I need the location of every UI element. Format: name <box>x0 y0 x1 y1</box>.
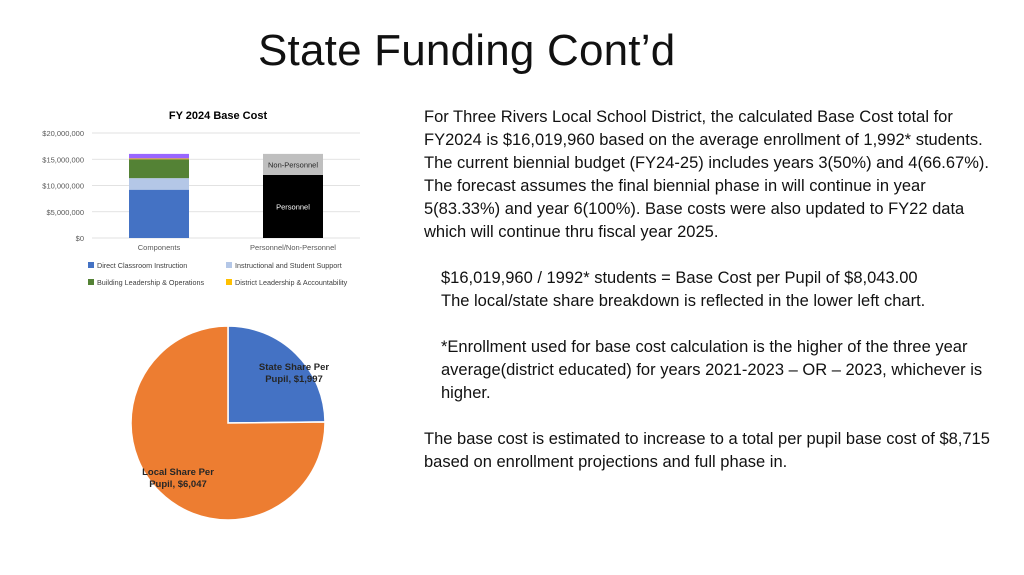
legend-swatch <box>226 262 232 268</box>
y-tick-label: $10,000,000 <box>42 181 84 191</box>
bar-segment-label: Non-Personnel <box>267 160 319 170</box>
enrollment-note: *Enrollment used for base cost calculation is the higher of the three year average(district educated) for years 2021-2023 – OR – 2023, whichever is higher. <box>441 338 983 402</box>
bar-segment <box>129 178 189 190</box>
x-category-label: Components <box>137 243 181 252</box>
bar-segment <box>129 190 189 238</box>
formula-line: $16,019,960 / 1992* students = Base Cost per Pupil of $8,043.00 <box>441 269 918 287</box>
legend-swatch <box>88 262 94 268</box>
legend-label: Building Leadership & Operations <box>97 278 205 287</box>
pie-label-line1: Local Share Per <box>142 467 214 478</box>
bar-segment <box>129 158 189 159</box>
y-tick-label: $20,000,000 <box>42 129 84 138</box>
legend-label: Direct Classroom Instruction <box>97 261 188 270</box>
slide-body <box>424 106 1004 474</box>
slide-title: State Funding Cont’d <box>258 26 676 75</box>
y-tick-label: $5,000,000 <box>46 207 84 217</box>
base-cost-bar-chart <box>28 100 368 300</box>
y-tick-label: $15,000,000 <box>42 155 84 165</box>
pie-label-line1: State Share Per <box>258 362 330 373</box>
legend-label: Instructional and Student Support <box>235 261 342 270</box>
pie-label-line2: Pupil, $6,047 <box>149 479 207 490</box>
legend-swatch <box>226 279 232 285</box>
bar-segment-label: Personnel <box>276 202 310 212</box>
projection-paragraph: The base cost is estimated to increase to a total per pupil base cost of $8,715 based on enrollment projections and full phase in. <box>424 430 990 471</box>
base-cost-paragraph: For Three Rivers Local School District, the calculated Base Cost total for FY2024 is $16,019,960 based on the average enrollment of 1,992* students. The current biennial budget (FY24-25) includes years 3(50%) and 4(66.67%). The forecast assumes the final biennial phase in will continue in year 5(83.33%) and year 6(100%). Base costs were also updated to FY22 data which will continue thru fiscal year 2025. <box>424 108 989 241</box>
pie-label-line2: Pupil, $1,997 <box>265 374 323 385</box>
bar-segment <box>129 154 189 159</box>
y-tick-label: $0 <box>75 234 84 243</box>
legend-swatch <box>88 279 94 285</box>
share-pie-chart <box>120 322 340 532</box>
breakdown-line: The local/state share breakdown is reflected in the lower left chart. <box>441 292 926 310</box>
bar-segment <box>129 159 189 178</box>
bar-chart-title: FY 2024 Base Cost <box>168 110 268 122</box>
x-category-label: Personnel/Non-Personnel <box>250 243 336 252</box>
legend-label: District Leadership & Accountability <box>235 278 348 287</box>
